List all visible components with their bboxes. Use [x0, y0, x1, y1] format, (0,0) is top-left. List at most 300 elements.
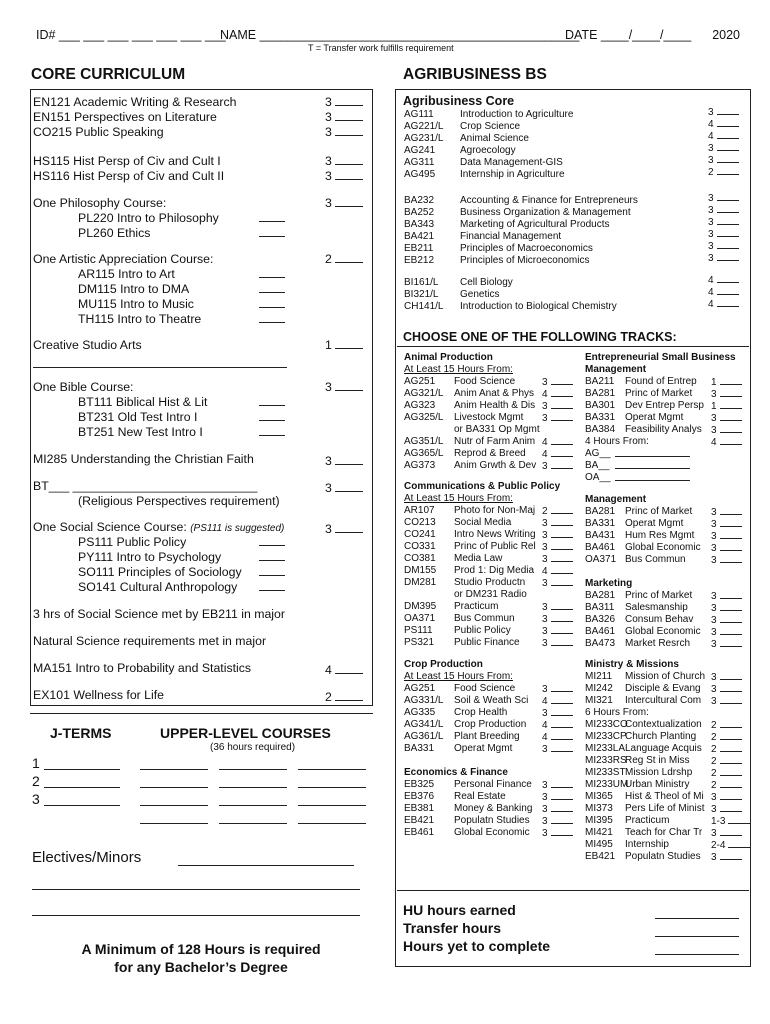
core-row: EX101 Wellness for Life — [33, 688, 165, 702]
credit-blank[interactable] — [551, 448, 573, 457]
course-name: Populatn Studies — [625, 851, 701, 862]
course-name: Princ of Market — [625, 506, 693, 517]
course-name: Crop Health — [454, 707, 508, 718]
course-name: Crop Production — [454, 719, 527, 730]
credit-cell[interactable] — [542, 529, 573, 541]
credit-value: 3 — [542, 518, 548, 529]
course-code: EB211 — [404, 243, 434, 254]
credit-cell[interactable] — [542, 743, 573, 755]
credit-blank[interactable] — [551, 803, 573, 812]
course-code: AG323 — [404, 400, 436, 411]
credit-blank[interactable] — [720, 518, 742, 527]
credit-cell[interactable] — [542, 791, 573, 803]
electives-line[interactable] — [32, 889, 360, 890]
fill-blank[interactable] — [611, 448, 690, 460]
upper-line[interactable] — [140, 769, 208, 770]
upper-line[interactable] — [298, 805, 366, 806]
upper-line[interactable] — [219, 787, 287, 788]
course-code: MI365 — [585, 791, 613, 802]
core-curriculum-title: CORE CURRICULUM — [31, 66, 186, 83]
credit-cell[interactable] — [708, 118, 739, 130]
credit-cell[interactable] — [711, 731, 742, 743]
course-name: Data Management-GIS — [460, 157, 563, 168]
credit-blank[interactable] — [720, 638, 742, 647]
course-code: AG251 — [404, 683, 436, 694]
credit-blank[interactable] — [551, 815, 573, 824]
date-field[interactable]: DATE ____/____/____ — [565, 28, 692, 42]
credit-blank[interactable] — [551, 613, 573, 622]
credit-cell[interactable] — [542, 517, 573, 529]
credit-cell[interactable] — [711, 695, 742, 707]
credit-cell[interactable] — [542, 683, 573, 695]
credit-cell[interactable] — [542, 637, 573, 649]
credit-blank[interactable] — [720, 695, 742, 704]
upper-line[interactable] — [219, 805, 287, 806]
credit-cell[interactable] — [708, 298, 739, 310]
credit-blank[interactable] — [720, 400, 742, 409]
credit-cell[interactable]: 3 — [325, 95, 363, 109]
core-row: CO215 Public Speaking — [33, 125, 164, 139]
credit-cell[interactable] — [708, 204, 739, 216]
credit-cell[interactable]: 2 — [325, 252, 363, 266]
course-name: Pers Life of Minist — [625, 803, 705, 814]
track-subtitle: At Least 15 Hours From: — [404, 364, 513, 375]
credit-cell[interactable] — [711, 791, 742, 803]
credit-cell[interactable] — [708, 106, 739, 118]
name-field[interactable]: NAME ______________________________________________ — [220, 28, 580, 42]
credit-value: 4 — [542, 732, 548, 743]
credit-cell[interactable]: 3 — [325, 125, 363, 139]
course-name: Marketing of Agricultural Products — [460, 219, 610, 230]
core-row: One Artistic Appreciation Course: — [33, 252, 214, 266]
id-field[interactable]: ID# ___ ___ ___ ___ ___ ___ ___ — [36, 28, 226, 42]
credit-cell[interactable] — [708, 216, 739, 228]
core-row: SO141 Cultural Anthropology — [78, 580, 238, 594]
credit-cell[interactable] — [711, 614, 742, 626]
course-name: Intercultural Com — [625, 695, 702, 706]
credit-blank[interactable] — [720, 791, 742, 800]
credit-cell[interactable] — [542, 719, 573, 731]
course-name: Internship — [625, 839, 669, 850]
credit-cell[interactable] — [542, 400, 573, 412]
credit-blank[interactable] — [717, 228, 739, 237]
course-code: AG251 — [404, 376, 436, 387]
agri-core-title: Agribusiness Core — [403, 94, 515, 108]
hu-hours-line[interactable] — [655, 918, 739, 919]
option-blank[interactable] — [259, 535, 285, 549]
credit-blank[interactable] — [720, 602, 742, 611]
jterm-line[interactable] — [44, 769, 120, 770]
credit-blank[interactable] — [717, 240, 739, 249]
option-blank[interactable] — [259, 550, 285, 564]
credit-value: 3 — [542, 614, 548, 625]
credit-blank[interactable] — [551, 577, 573, 586]
course-code: EB381 — [404, 803, 435, 814]
credit-blank[interactable] — [717, 118, 739, 127]
jterm-line[interactable] — [44, 805, 120, 806]
credit-blank[interactable] — [551, 625, 573, 634]
upper-line[interactable] — [219, 769, 287, 770]
upper-line[interactable] — [298, 823, 366, 824]
credit-cell[interactable] — [708, 286, 739, 298]
track-title: Entrepreneurial Small Business — [585, 352, 736, 363]
credit-blank[interactable] — [720, 554, 742, 563]
course-code: BA281 — [585, 388, 616, 399]
option-blank[interactable] — [259, 211, 285, 225]
credit-blank[interactable] — [717, 298, 739, 307]
fill-line[interactable] — [615, 448, 690, 457]
course-code: AG495 — [404, 169, 436, 180]
credit-blank[interactable] — [551, 695, 573, 704]
course-name: Principles of Microeconomics — [460, 255, 590, 266]
credit-cell[interactable]: 3 — [325, 454, 363, 468]
course-code: MI233CO — [585, 719, 628, 730]
credit-blank[interactable] — [720, 626, 742, 635]
fill-line[interactable] — [615, 472, 690, 481]
credit-value: 3 — [711, 852, 717, 863]
credit-cell[interactable] — [708, 192, 739, 204]
credit-blank[interactable] — [717, 286, 739, 295]
option-blank[interactable] — [259, 282, 285, 296]
credit-cell[interactable] — [711, 602, 742, 614]
course-code: OA371 — [404, 613, 436, 624]
credit-blank[interactable] — [720, 851, 742, 860]
course-name: Anim Health & Dis — [454, 400, 536, 411]
credit-value: 2 — [708, 167, 714, 178]
course-name: Populatn Studies — [454, 815, 530, 826]
course-name: Contextualization — [625, 719, 702, 730]
credit-cell[interactable] — [542, 779, 573, 791]
credit-blank[interactable] — [720, 542, 742, 551]
credit-blank[interactable] — [720, 755, 742, 764]
option-blank[interactable] — [259, 312, 285, 326]
electives-line[interactable] — [32, 915, 360, 916]
credit-cell[interactable] — [711, 803, 742, 815]
credit-cell[interactable] — [542, 541, 573, 553]
course-code: CH141/L — [404, 301, 444, 312]
credit-cell[interactable] — [711, 436, 742, 448]
course-code: AG__ — [585, 448, 611, 459]
credit-blank[interactable] — [551, 743, 573, 752]
credit-blank[interactable] — [551, 376, 573, 385]
credit-value: 3 — [708, 217, 714, 228]
credit-cell[interactable] — [708, 274, 739, 286]
course-code: BA281 — [585, 590, 616, 601]
credit-cell[interactable] — [711, 815, 750, 827]
credit-blank[interactable] — [717, 252, 739, 261]
course-code: EB421 — [585, 851, 616, 862]
option-blank[interactable] — [259, 226, 285, 240]
credit-blank[interactable] — [551, 565, 573, 574]
course-code: CO213 — [404, 517, 436, 528]
upper-line[interactable] — [140, 787, 208, 788]
credit-value: 3 — [542, 780, 548, 791]
course-name: Urban Ministry — [625, 779, 690, 790]
course-name: Reprod & Breed — [454, 448, 526, 459]
credit-cell[interactable]: 3 — [325, 169, 363, 183]
credit-value: 3 — [711, 639, 717, 650]
credit-cell[interactable] — [708, 240, 739, 252]
credit-blank[interactable] — [551, 541, 573, 550]
credit-cell[interactable] — [711, 626, 742, 638]
credit-cell[interactable] — [711, 424, 742, 436]
credit-blank[interactable] — [717, 192, 739, 201]
fill-blank[interactable] — [611, 460, 690, 472]
course-name: Anim Anat & Phys — [454, 388, 535, 399]
credit-cell[interactable] — [711, 506, 742, 518]
credit-value: 3 — [542, 828, 548, 839]
credit-value: 2 — [711, 744, 717, 755]
credit-value: 3 — [711, 507, 717, 518]
course-code: AG341/L — [404, 719, 444, 730]
credit-cell[interactable]: 3 — [325, 110, 363, 124]
credit-cell[interactable] — [542, 577, 573, 589]
credit-value: 2 — [711, 720, 717, 731]
credit-value: 3 — [708, 205, 714, 216]
course-name: Soil & Weath Sci — [454, 695, 529, 706]
credit-cell[interactable] — [542, 448, 573, 460]
credit-blank[interactable] — [720, 590, 742, 599]
jterm-3: 3 — [32, 791, 40, 807]
credit-blank[interactable] — [720, 683, 742, 692]
credit-blank[interactable] — [720, 779, 742, 788]
upper-line[interactable] — [219, 823, 287, 824]
credit-cell[interactable] — [711, 719, 742, 731]
upper-line[interactable] — [298, 769, 366, 770]
credit-cell[interactable]: 4 — [325, 663, 363, 677]
credit-cell[interactable] — [711, 851, 742, 863]
credit-cell[interactable] — [708, 166, 739, 178]
credit-blank[interactable] — [728, 815, 750, 824]
credit-blank[interactable] — [728, 839, 750, 848]
credit-cell[interactable] — [542, 613, 573, 625]
course-code: MI233UM — [585, 779, 629, 790]
credit-cell[interactable] — [542, 815, 573, 827]
credit-cell[interactable]: 3 — [325, 522, 363, 536]
core-row: PL260 Ethics — [78, 226, 151, 240]
credit-blank[interactable] — [551, 719, 573, 728]
course-code: 6 Hours From: — [585, 707, 649, 718]
credit-blank[interactable] — [551, 731, 573, 740]
credit-cell[interactable] — [542, 553, 573, 565]
credit-cell[interactable] — [708, 252, 739, 264]
credit-cell[interactable] — [542, 388, 573, 400]
credit-blank[interactable] — [720, 424, 742, 433]
credit-cell[interactable] — [708, 142, 739, 154]
credit-blank[interactable] — [717, 106, 739, 115]
credit-blank[interactable] — [720, 767, 742, 776]
upper-line[interactable] — [140, 805, 208, 806]
credit-cell[interactable] — [542, 731, 573, 743]
credit-cell[interactable] — [711, 683, 742, 695]
credit-cell[interactable] — [711, 755, 742, 767]
credit-cell[interactable] — [711, 779, 742, 791]
credit-blank[interactable] — [551, 791, 573, 800]
course-code: BA301 — [585, 400, 616, 411]
track-title: Management — [585, 494, 647, 505]
lower-left-section — [30, 713, 373, 993]
course-code: BA331 — [404, 743, 435, 754]
credit-value: 3 — [542, 684, 548, 695]
credit-cell[interactable] — [542, 601, 573, 613]
credit-blank[interactable] — [717, 166, 739, 175]
credit-cell[interactable] — [711, 638, 742, 650]
option-blank[interactable] — [259, 297, 285, 311]
credit-cell[interactable] — [708, 228, 739, 240]
transfer-hours-line[interactable] — [655, 936, 739, 937]
credit-blank[interactable] — [720, 530, 742, 539]
credit-blank[interactable] — [720, 412, 742, 421]
jterm-line[interactable] — [44, 787, 120, 788]
credit-blank[interactable] — [720, 731, 742, 740]
electives-line[interactable] — [178, 865, 354, 866]
credit-cell[interactable] — [542, 460, 573, 472]
credit-blank[interactable] — [720, 376, 742, 385]
fill-line[interactable] — [33, 367, 287, 368]
credit-cell[interactable] — [711, 743, 742, 755]
credit-blank[interactable] — [720, 671, 742, 680]
upper-level-title: UPPER-LEVEL COURSES — [160, 725, 331, 741]
credit-blank[interactable] — [717, 216, 739, 225]
credit-blank[interactable] — [717, 142, 739, 151]
credit-cell[interactable] — [711, 554, 742, 566]
hours-yet-line[interactable] — [655, 954, 739, 955]
credit-blank[interactable] — [551, 505, 573, 514]
credit-blank[interactable] — [551, 779, 573, 788]
credit-blank[interactable] — [551, 529, 573, 538]
credit-blank[interactable] — [717, 130, 739, 139]
min-hours-line2: for any Bachelor’s Degree — [114, 959, 288, 975]
credit-value: 4 — [542, 389, 548, 400]
course-name: Princ of Market — [625, 590, 693, 601]
credit-blank[interactable] — [717, 204, 739, 213]
track-title: Management — [585, 364, 647, 375]
credit-cell[interactable] — [711, 839, 750, 851]
credit-cell[interactable] — [542, 505, 573, 517]
credit-value: 3 — [711, 603, 717, 614]
credit-cell[interactable] — [542, 803, 573, 815]
course-name: Social Media — [454, 517, 512, 528]
option-blank[interactable] — [259, 580, 285, 594]
course-code: AG325/L — [404, 412, 444, 423]
course-code: BA343 — [404, 219, 435, 230]
option-blank[interactable] — [259, 565, 285, 579]
credit-cell[interactable] — [542, 707, 573, 719]
credit-cell[interactable] — [711, 767, 742, 779]
course-name: Public Finance — [454, 637, 520, 648]
option-blank[interactable] — [259, 395, 285, 409]
credit-blank[interactable] — [551, 517, 573, 526]
credit-cell[interactable] — [711, 542, 742, 554]
credit-blank[interactable] — [717, 154, 739, 163]
credit-blank[interactable] — [551, 827, 573, 836]
credit-cell[interactable] — [542, 436, 573, 448]
course-name: Plant Breeding — [454, 731, 520, 742]
credit-value: 3 — [542, 804, 548, 815]
credit-blank[interactable] — [551, 553, 573, 562]
credit-blank[interactable] — [720, 827, 742, 836]
track-title: Communications & Public Policy — [404, 481, 561, 492]
credit-cell[interactable] — [711, 376, 742, 388]
course-code: EB212 — [404, 255, 435, 266]
credit-value: 4 — [708, 287, 714, 298]
core-row: 3 hrs of Social Science met by EB211 in major — [33, 607, 285, 621]
credit-cell[interactable] — [711, 530, 742, 542]
credit-cell[interactable] — [708, 154, 739, 166]
credit-cell[interactable] — [542, 695, 573, 707]
credit-cell[interactable] — [711, 518, 742, 530]
credit-cell[interactable]: 3 — [325, 154, 363, 168]
credit-blank[interactable] — [717, 274, 739, 283]
credit-blank[interactable] — [551, 707, 573, 716]
credit-blank[interactable] — [551, 412, 573, 421]
credit-blank[interactable] — [720, 614, 742, 623]
credit-value: 3 — [542, 626, 548, 637]
credit-blank[interactable] — [720, 388, 742, 397]
fill-line[interactable] — [615, 460, 690, 469]
credit-value: 1 — [711, 401, 717, 412]
credit-cell[interactable]: 3 — [325, 481, 363, 495]
credit-cell[interactable] — [711, 671, 742, 683]
credit-cell[interactable] — [542, 376, 573, 388]
credit-cell[interactable] — [542, 412, 573, 424]
credit-blank[interactable] — [551, 637, 573, 646]
credit-cell[interactable] — [542, 827, 573, 839]
course-code: MI395 — [585, 815, 613, 826]
credit-blank[interactable] — [720, 436, 742, 445]
credit-cell[interactable]: 1 — [325, 338, 363, 352]
option-blank[interactable] — [259, 425, 285, 439]
credit-cell[interactable] — [711, 400, 742, 412]
credit-cell[interactable] — [542, 565, 573, 577]
credit-value: 3 — [542, 744, 548, 755]
course-name: Bus Commun — [454, 613, 515, 624]
credit-blank[interactable] — [720, 506, 742, 515]
credit-cell[interactable] — [542, 625, 573, 637]
credit-cell[interactable] — [711, 388, 742, 400]
credit-cell[interactable]: 2 — [325, 690, 363, 704]
credit-value: 3 — [711, 672, 717, 683]
option-blank[interactable] — [259, 410, 285, 424]
upper-line[interactable] — [298, 787, 366, 788]
course-name: Accounting & Finance for Entrepreneurs — [460, 195, 638, 206]
credit-blank[interactable] — [551, 388, 573, 397]
credit-value: 4 — [542, 437, 548, 448]
credit-cell[interactable] — [711, 827, 742, 839]
fill-blank[interactable] — [611, 472, 690, 484]
upper-line[interactable] — [140, 823, 208, 824]
credit-blank[interactable] — [720, 719, 742, 728]
credit-cell[interactable] — [711, 412, 742, 424]
option-blank[interactable] — [259, 267, 285, 281]
course-name: Studio Productn — [454, 577, 526, 588]
credit-blank[interactable] — [551, 460, 573, 469]
credit-cell[interactable] — [711, 590, 742, 602]
credit-cell[interactable] — [708, 130, 739, 142]
credit-blank[interactable] — [551, 601, 573, 610]
credit-blank[interactable] — [551, 683, 573, 692]
credit-cell[interactable]: 3 — [325, 196, 363, 210]
tracks-divider — [397, 346, 749, 347]
credit-blank[interactable] — [720, 743, 742, 752]
credit-blank[interactable] — [720, 803, 742, 812]
credit-blank[interactable] — [551, 436, 573, 445]
course-name: Global Economic — [625, 542, 701, 553]
jterm-2: 2 — [32, 773, 40, 789]
form-header — [30, 28, 740, 58]
credit-blank[interactable] — [551, 400, 573, 409]
credit-cell[interactable]: 3 — [325, 380, 363, 394]
